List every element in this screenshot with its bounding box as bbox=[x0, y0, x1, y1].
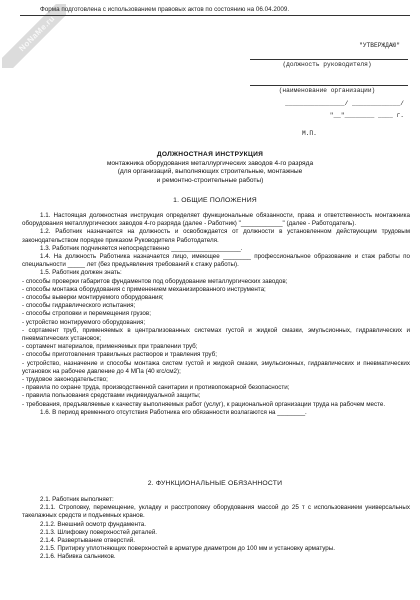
title-main: ДОЛЖНОСТНАЯ ИНСТРУКЦИЯ bbox=[156, 151, 264, 158]
title-position: монтажника оборудования металлургических заводов 4-го разряда bbox=[106, 159, 314, 167]
section1-paragraph: - способы проверки габаритов фундаментов под оборудование металлургических заводов; bbox=[22, 277, 288, 285]
title-scope-1: (для организаций, выполняющих строительные, монтажные bbox=[117, 168, 303, 176]
section1-paragraph: 1.1. Настоящая должностная инструкция определяет функциональные обязанности, права и ответственность монтажника оборудования металлургических заводов 4-го разряда (далее - Работник) "____________" (далее - Работодатель). bbox=[22, 212, 410, 228]
seal-mark: М.П. bbox=[302, 130, 317, 137]
section2-paragraph: 2.1.3. Шлифовку поверхностей деталей. bbox=[40, 528, 158, 536]
position-caption: (должность руководителя) bbox=[282, 61, 372, 68]
section2-paragraph: 2.1.6. Набивка сальников. bbox=[40, 553, 116, 561]
approval-block bbox=[244, 40, 410, 140]
section1-paragraph: - устройство, назначение и способы монтажа систем густой и жидкой смазки, эмульсионных, гидравлических и пневматических установок на рабочее давление до 4 МПа (40 кгс/см2); bbox=[22, 359, 410, 375]
section2-paragraph: 2.1.2. Внешний осмотр фундамента. bbox=[40, 520, 146, 528]
section-1-heading: 1. ОБЩИЕ ПОЛОЖЕНИЯ bbox=[173, 197, 257, 204]
section1-paragraph: 1.3. Работник подчиняется непосредственно ____________________. bbox=[40, 244, 243, 252]
org-caption: (наименование организации) bbox=[278, 87, 376, 94]
header-divider bbox=[20, 15, 410, 16]
section1-paragraph: - способы монтажа оборудования с применением механизированного инструмента; bbox=[22, 285, 266, 293]
section1-paragraph: - сортамент материалов, применяемых при травлении труб; bbox=[22, 343, 198, 351]
position-line bbox=[250, 52, 408, 60]
document-title bbox=[60, 151, 360, 185]
section2-paragraph: 2.1.1. Строповку, перемещение, укладку и расстроповку оборудования массой до 25 т с использованием универсальных такелажных средств и подъемных кранов. bbox=[22, 504, 410, 520]
date-line: "__"________ ____ г. bbox=[329, 112, 404, 119]
org-line bbox=[250, 78, 408, 86]
section1-paragraph: - способы приготовления травильных растворов и травления труб; bbox=[22, 351, 217, 359]
site-watermark bbox=[2, 4, 66, 68]
approval-stamp: "УТВЕРЖДАЮ" bbox=[359, 42, 400, 49]
section2-paragraph: 2.1. Работник выполняет: bbox=[40, 496, 114, 503]
section1-paragraph: - способы выверки монтируемого оборудования; bbox=[22, 294, 164, 302]
section-2-heading: 2. ФУНКЦИОНАЛЬНЫЕ ОБЯЗАННОСТИ bbox=[147, 480, 283, 487]
section1-paragraph: - сортамент труб, применяемых в централизованных системах густой и жидкой смазки, эмульсионных, гидравлических и пневматических установок; bbox=[22, 326, 410, 343]
section2-paragraph: 2.1.4. Развертывание отверстий. bbox=[40, 537, 136, 545]
section-2-body bbox=[22, 496, 410, 562]
section1-paragraph: 1.4. На должность Работника назначается лицо, имеющее ________ профессиональное образование и стаж работы по специальности _____ лет (без предъявления требований к стажу работы). bbox=[22, 253, 410, 269]
section1-paragraph: 1.2. Работник назначается на должность и освобождается от должности в установленном действующим трудовым законодательством порядке приказом Руководителя Работодателя. bbox=[22, 228, 410, 244]
section-1-body bbox=[22, 212, 410, 417]
section1-paragraph: - способы гидравлического испытания; bbox=[22, 302, 136, 310]
signature-line: ________________/ _____________/ bbox=[285, 100, 404, 107]
section1-paragraph: - способы строповки и перемещения грузов; bbox=[22, 310, 151, 318]
section2-paragraph: 2.1.5. Притирку уплотняющих поверхностей в арматуре диаметром до 100 мм и установку арматуры. bbox=[40, 545, 336, 553]
section1-paragraph: 1.5. Работник должен знать: bbox=[40, 269, 122, 277]
section1-paragraph: - требования, предъявляемые к качеству выполняемых работ (услуг), к рациональной организации труда на рабочем месте. bbox=[22, 400, 386, 408]
watermark-text: NoNaMe.ru bbox=[2, 4, 66, 68]
section1-paragraph: 1.6. В период временного отсутствия Работника его обязанности возлагаются на ________. bbox=[40, 408, 307, 416]
form-source-note: Форма подготовлена с использованием правовых актов по состоянию на 06.04.2009. bbox=[40, 6, 290, 13]
section1-paragraph: - трудовое законодательство; bbox=[22, 376, 108, 384]
section1-paragraph: - устройство монтируемого оборудования; bbox=[22, 318, 146, 326]
section1-paragraph: - правила по охране труда, производственной санитарии и противопожарной безопасности; bbox=[22, 384, 290, 392]
title-scope-2: и ремонтно-строительные работы) bbox=[156, 176, 264, 184]
section1-paragraph: - правила пользования средствами индивидуальной защиты; bbox=[22, 392, 201, 400]
